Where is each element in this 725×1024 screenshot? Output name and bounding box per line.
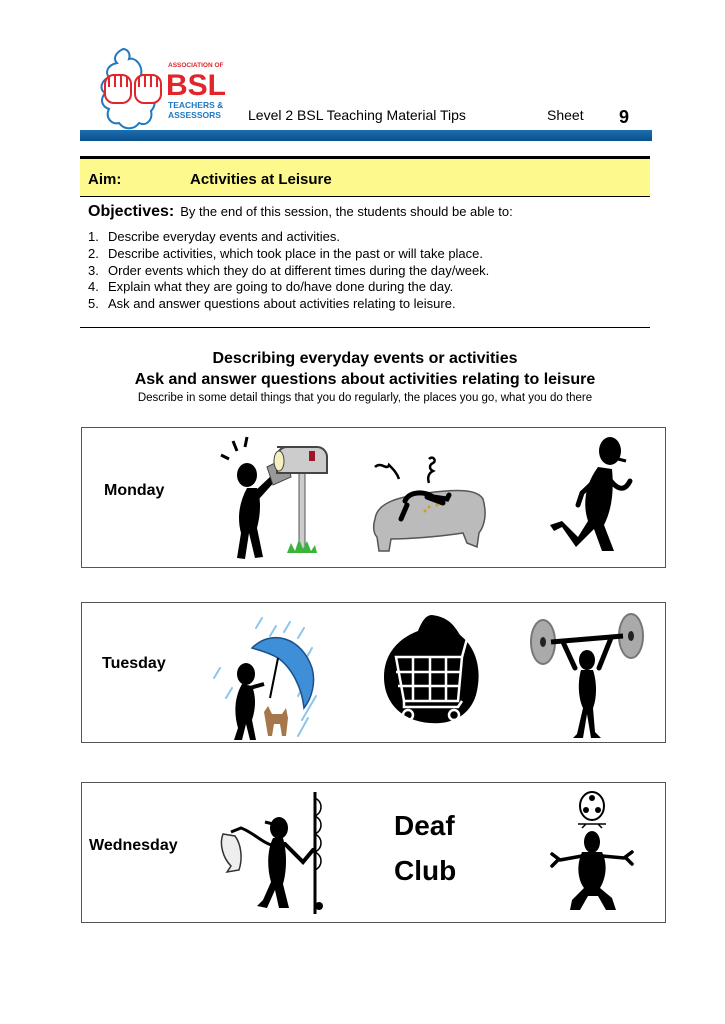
objective-text: Describe everyday events and activities.	[108, 229, 340, 244]
umbrella-rain-icon	[212, 608, 342, 743]
fishing-icon	[217, 788, 337, 918]
objective-number: 2.	[88, 245, 99, 261]
objectives-label: Objectives:	[88, 203, 175, 220]
header-bar	[80, 130, 652, 141]
mailbox-icon	[217, 433, 337, 563]
shopping-cart-icon	[382, 611, 482, 731]
objective-item	[88, 246, 489, 263]
objective-number: 3.	[88, 262, 99, 278]
sheet-number: 9	[619, 107, 630, 127]
running-icon	[542, 433, 642, 563]
logo-line2: BSL	[166, 69, 226, 102]
logo-line3: TEACHERS &	[168, 100, 224, 110]
objective-item	[88, 263, 489, 280]
section-heading-2: Ask and answer questions about activities relating to leisure	[134, 371, 596, 388]
objectives-intro	[88, 203, 513, 221]
objective-item	[88, 229, 489, 246]
objective-text: Order events which they do at different times during the day/week.	[108, 262, 490, 278]
objective-number: 4.	[88, 279, 99, 295]
aim-value: Activities at Leisure	[190, 171, 332, 188]
logo-line4: ASSESSORS	[168, 110, 221, 120]
objective-number: 5.	[88, 296, 99, 312]
header-title: Level 2 BSL Teaching Material Tips	[248, 107, 466, 123]
day-box-wednesday	[81, 782, 666, 923]
association-logo	[95, 45, 235, 135]
sheet-label: Sheet	[547, 107, 584, 123]
football-heading-icon	[542, 788, 642, 918]
day-label: Tuesday	[102, 655, 166, 672]
aim-box	[80, 156, 650, 197]
day-label: Wednesday	[89, 837, 178, 854]
deaf-club-text	[394, 803, 456, 893]
objective-number: 1.	[88, 229, 99, 244]
deaf-club-line1: Deaf	[394, 810, 455, 841]
objectives-intro-text: By the end of this session, the students should be able to:	[180, 204, 513, 219]
day-box-monday	[81, 427, 666, 568]
day-box-tuesday	[81, 602, 666, 743]
section-divider	[80, 327, 650, 328]
objective-item	[88, 296, 489, 313]
objective-item	[88, 279, 489, 296]
objective-text: Explain what they are going to do/have done during the day.	[108, 279, 454, 295]
deaf-club-line2: Club	[394, 855, 457, 886]
objective-text: Ask and answer questions about activities relating to leisure.	[108, 296, 456, 312]
day-label: Monday	[104, 482, 165, 499]
logo-line1: ASSOCIATION OF	[168, 62, 224, 69]
section-subtext: Describe in some detail things that you do regularly, the places you go, what you do there	[137, 392, 593, 404]
objectives-list	[88, 229, 489, 313]
aim-label: Aim:	[88, 171, 122, 188]
bed-icon	[367, 453, 492, 563]
section-heading-1: Describing everyday events or activities	[212, 350, 518, 367]
weightlifting-icon	[527, 608, 647, 743]
objective-text: Describe activities, which took place in the past or will take place.	[108, 245, 484, 261]
